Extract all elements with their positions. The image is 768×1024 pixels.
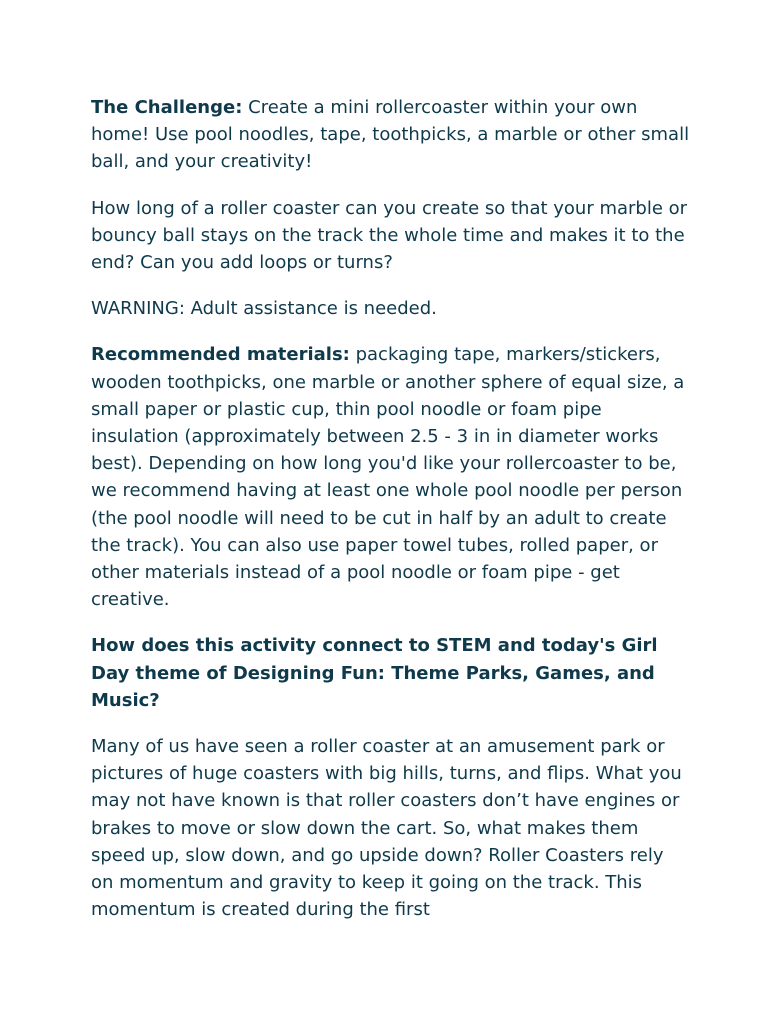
challenge-paragraph: [91, 94, 691, 176]
challenge-text: Create a mini rollercoaster within your own home! Use pool noodles, tape, toothpicks, a marble or other small ball, and your creativity!: [91, 97, 690, 173]
materials-label: Recommended materials:: [91, 344, 350, 366]
stem-body-paragraph: Many of us have seen a roller coaster at an amusement park or pictures of huge coasters with big hills, turns, and flips. What you may not have known is that roller coasters don’t have engines or brakes to move or slow down the cart. So, what makes them speed up, slow down, and go upside down? Roller Coasters rely on momentum and gravity to keep it going on the track. This momentum is created during the first: [91, 736, 682, 921]
stem-heading: How does this activity connect to STEM and today's Girl Day theme of Designing Fun: Theme Parks, Games, and Music?: [91, 635, 658, 711]
warning-paragraph: WARNING: Adult assistance is needed.: [91, 298, 437, 320]
challenge-label: The Challenge:: [91, 97, 243, 118]
materials-paragraph: [91, 341, 691, 613]
materials-text: packaging tape, markers/stickers, wooden toothpicks, one marble or another sphere of equal size, a small paper or plastic cup, thin pool noodle or foam pipe insulation (approximately between 2.5 - 3 in in diameter works best). Depending on how long you'd like your rollercoaster to be, we recommend having at least one whole pool noodle per person (the pool noodle will need to be cut in half by an adult to create the track). You can also use paper towel tubes, rolled paper, or other materials instead of a pool noodle or foam pipe - get creative.: [91, 344, 685, 611]
document-page: [91, 94, 691, 942]
question-paragraph: How long of a roller coaster can you create so that your marble or bouncy ball stays on the track the whole time and makes it to the end? Can you add loops or turns?: [91, 197, 688, 274]
